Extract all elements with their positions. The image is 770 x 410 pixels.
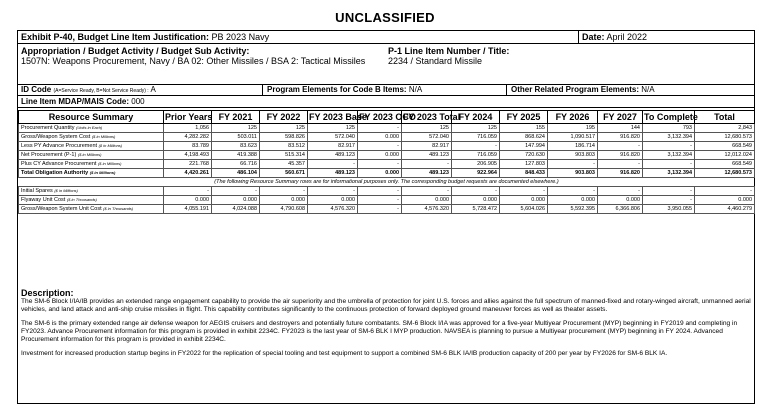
other-pe-cell bbox=[506, 85, 754, 95]
row-label: Gross/Weapon System Unit Cost bbox=[21, 206, 102, 212]
description-section bbox=[21, 289, 751, 364]
table-cell: 668.549 bbox=[695, 142, 755, 151]
table-cell: - bbox=[358, 160, 402, 169]
row-label: Procurement Quantity bbox=[21, 125, 75, 131]
table-cell: 5,604.026 bbox=[500, 205, 548, 214]
column-header: Total bbox=[695, 111, 755, 124]
other-pe-label: Other Related Program Elements: bbox=[511, 85, 640, 94]
table-cell: - bbox=[358, 196, 402, 205]
exhibit-header-row bbox=[18, 31, 754, 44]
row-unit: ($ in Millions) bbox=[89, 170, 116, 175]
table-cell: 3,950.055 bbox=[643, 205, 695, 214]
mdap-value: 000 bbox=[131, 97, 145, 106]
table-cell: 489.123 bbox=[402, 169, 452, 178]
row-label-cell bbox=[19, 160, 164, 169]
row-unit: ($ in Millions) bbox=[97, 161, 122, 166]
row-unit: ($ in Millions) bbox=[98, 143, 123, 148]
appropriation-value: 1507N: Weapons Procurement, Navy / BA 02: Other Missiles / BSA 2: Tactical Missiles bbox=[21, 56, 366, 66]
table-cell: - bbox=[308, 160, 358, 169]
table-cell: 720.630 bbox=[500, 151, 548, 160]
description-paragraph: The SM-6 Block I/IA/IB provides an extended range engagement capability to provide the air superiority and the umbrella of protection for joint U.S. forces and allies against the full spectrum of manned-fixed and rotary-winged aircraft, unmanned aerial vehicles, and land attack and anti-ship cruise missiles in flight. This capability contributes significantly to the continuous protection of forward deployed ground maneuver forces as well as theater assets. bbox=[21, 298, 751, 313]
table-cell: 206.905 bbox=[452, 160, 500, 169]
row-label-cell bbox=[19, 196, 164, 205]
id-code-cell bbox=[21, 85, 261, 95]
table-cell: 127.803 bbox=[500, 160, 548, 169]
table-row bbox=[19, 169, 755, 178]
row-label: Less PY Advance Procurement bbox=[21, 143, 98, 149]
table-cell: 186.714 bbox=[548, 142, 598, 151]
table-cell: 83.512 bbox=[260, 142, 308, 151]
date-value: April 2022 bbox=[606, 32, 648, 42]
table-cell: 716.059 bbox=[452, 151, 500, 160]
column-header: To Complete bbox=[644, 112, 698, 122]
appropriation-label: Appropriation / Budget Activity / Budget Sub Activity: bbox=[21, 46, 250, 56]
table-cell: 125 bbox=[402, 124, 452, 133]
p40-exhibit bbox=[17, 30, 755, 404]
appropriation-cell bbox=[21, 44, 383, 84]
table-cell: 4,460.279 bbox=[695, 205, 755, 214]
table-cell: 125 bbox=[308, 124, 358, 133]
table-cell: 125 bbox=[260, 124, 308, 133]
resource-summary-body bbox=[19, 124, 755, 214]
id-code-row bbox=[18, 85, 754, 96]
table-cell: - bbox=[548, 160, 598, 169]
table-cell: 0.000 bbox=[260, 196, 308, 205]
row-label-cell bbox=[19, 169, 164, 178]
table-cell: 793 bbox=[643, 124, 695, 133]
description-heading: Description: bbox=[21, 288, 74, 298]
table-cell: 0.000 bbox=[308, 196, 358, 205]
table-cell: - bbox=[358, 142, 402, 151]
table-cell: 4,024.088 bbox=[212, 205, 260, 214]
table-cell: 125 bbox=[212, 124, 260, 133]
resource-summary-table bbox=[18, 110, 755, 214]
table-cell: 6,366.806 bbox=[598, 205, 643, 214]
table-cell: - bbox=[402, 187, 452, 196]
row-unit: ($ in Millions) bbox=[91, 134, 116, 139]
table-cell: 515.314 bbox=[260, 151, 308, 160]
table-cell: 572.040 bbox=[402, 133, 452, 142]
table-cell: - bbox=[500, 187, 548, 196]
table-cell: 4,420.261 bbox=[164, 169, 212, 178]
table-cell: 572.040 bbox=[308, 133, 358, 142]
table-cell: 12,012.024 bbox=[695, 151, 755, 160]
table-cell: 83.789 bbox=[164, 142, 212, 151]
id-code-value: A bbox=[150, 85, 156, 94]
table-cell: 5,592.395 bbox=[548, 205, 598, 214]
table-cell: 419.388 bbox=[212, 151, 260, 160]
column-header: FY 2027 bbox=[598, 111, 643, 124]
description-paragraph: Investment for increased production startup begins in FY2022 for the replication of special tooling and test equipment to support a combined SM-6 BLK IA/IB production capacity of 200 per year by FY2026 for SM-6 BLK IA. bbox=[21, 350, 668, 357]
table-cell: - bbox=[643, 160, 695, 169]
table-cell: - bbox=[643, 196, 695, 205]
row-label-cell bbox=[19, 124, 164, 133]
row-label: Flyaway Unit Cost bbox=[21, 197, 66, 203]
table-cell: - bbox=[358, 187, 402, 196]
table-cell: - bbox=[308, 187, 358, 196]
row-label-cell bbox=[19, 151, 164, 160]
table-cell: 0.000 bbox=[402, 196, 452, 205]
table-cell: 155 bbox=[500, 124, 548, 133]
row-label-cell bbox=[19, 205, 164, 214]
table-cell: - bbox=[598, 187, 643, 196]
p1-line-cell bbox=[385, 44, 754, 84]
row-label-cell bbox=[19, 133, 164, 142]
row-unit: (Units in Each) bbox=[76, 125, 103, 130]
table-row bbox=[19, 151, 755, 160]
table-cell: 848.433 bbox=[500, 169, 548, 178]
table-cell: 12,680.573 bbox=[695, 133, 755, 142]
resource-summary-header bbox=[19, 111, 755, 124]
table-cell: 4,282.282 bbox=[164, 133, 212, 142]
table-cell: 12,680.573 bbox=[695, 169, 755, 178]
table-row bbox=[19, 160, 755, 169]
mdap-label: Line Item MDAP/MAIS Code: bbox=[21, 97, 130, 106]
table-cell: - bbox=[358, 124, 402, 133]
row-label: Gross/Weapon System Cost bbox=[21, 134, 91, 140]
table-cell: 916.820 bbox=[598, 133, 643, 142]
table-cell: 82.917 bbox=[402, 142, 452, 151]
table-row bbox=[19, 205, 755, 214]
table-row bbox=[19, 133, 755, 142]
table-cell: - bbox=[402, 160, 452, 169]
table-cell: 4,576.320 bbox=[402, 205, 452, 214]
column-header: FY 2025 bbox=[500, 111, 548, 124]
table-cell: - bbox=[695, 187, 755, 196]
row-unit: ($ in Millions) bbox=[54, 188, 78, 193]
table-cell: 560.671 bbox=[260, 169, 308, 178]
table-cell: 5,728.472 bbox=[452, 205, 500, 214]
table-cell: 144 bbox=[598, 124, 643, 133]
code-b-pe-cell bbox=[262, 85, 506, 95]
row-label: Initial Spares bbox=[21, 188, 53, 194]
column-header: FY 2021 bbox=[212, 111, 260, 124]
appropriation-row bbox=[18, 44, 754, 85]
other-pe-value: N/A bbox=[641, 85, 655, 94]
table-cell: 916.820 bbox=[598, 151, 643, 160]
table-cell: 489.123 bbox=[308, 151, 358, 160]
table-cell: 0.000 bbox=[358, 169, 402, 178]
table-cell: 486.104 bbox=[212, 169, 260, 178]
table-cell: 0.000 bbox=[358, 133, 402, 142]
table-cell: 0.000 bbox=[695, 196, 755, 205]
exhibit-title bbox=[21, 31, 581, 43]
mdap-cell bbox=[21, 96, 421, 107]
id-code-note: (A=Service Ready, B=Not Service Ready) : bbox=[53, 88, 149, 94]
table-cell: 903.803 bbox=[548, 169, 598, 178]
informational-note: (The following Resource Summary rows are for informational purposes only. The corresponding budget requests are documented elsewhere.) bbox=[19, 178, 755, 187]
table-cell: 503.011 bbox=[212, 133, 260, 142]
table-cell: 598.826 bbox=[260, 133, 308, 142]
table-cell: 221.768 bbox=[164, 160, 212, 169]
table-cell: 668.549 bbox=[695, 160, 755, 169]
row-label: Total Obligation Authority bbox=[21, 170, 89, 176]
column-header: FY 2023 Base bbox=[309, 112, 367, 122]
table-cell: - bbox=[452, 187, 500, 196]
table-row bbox=[19, 196, 755, 205]
column-header: FY 2023 OCO bbox=[359, 112, 416, 122]
table-cell: - bbox=[548, 187, 598, 196]
table-cell: 66.716 bbox=[212, 160, 260, 169]
exhibit-label: Exhibit P-40, Budget Line Item Justification: bbox=[21, 32, 210, 42]
table-cell: 868.624 bbox=[500, 133, 548, 142]
code-b-pe-label: Program Elements for Code B Items: bbox=[267, 85, 407, 94]
table-cell: - bbox=[598, 142, 643, 151]
table-cell: 195 bbox=[548, 124, 598, 133]
table-cell: 3,132.394 bbox=[643, 151, 695, 160]
p1-line-value: 2234 / Standard Missile bbox=[388, 56, 483, 66]
row-label-cell bbox=[19, 187, 164, 196]
table-cell: 125 bbox=[452, 124, 500, 133]
table-cell: 45.357 bbox=[260, 160, 308, 169]
table-cell: - bbox=[164, 187, 212, 196]
table-cell: 0.000 bbox=[164, 196, 212, 205]
table-cell: - bbox=[452, 142, 500, 151]
table-cell: 0.000 bbox=[500, 196, 548, 205]
table-cell: - bbox=[358, 205, 402, 214]
table-cell: 3,132.394 bbox=[643, 133, 695, 142]
row-label: Net Procurement (P-1) bbox=[21, 152, 77, 158]
row-label-cell bbox=[19, 142, 164, 151]
table-cell: - bbox=[260, 187, 308, 196]
table-cell: 82.917 bbox=[308, 142, 358, 151]
column-header: FY 2022 bbox=[260, 111, 308, 124]
table-cell: 922.964 bbox=[452, 169, 500, 178]
resource-summary-title: Resource Summary bbox=[19, 111, 164, 124]
p1-line-label: P-1 Line Item Number / Title: bbox=[388, 46, 510, 56]
table-cell: 4,198.493 bbox=[164, 151, 212, 160]
table-cell: 903.803 bbox=[548, 151, 598, 160]
row-unit: ($ in Thousands) bbox=[66, 197, 97, 202]
table-cell: 147.994 bbox=[500, 142, 548, 151]
table-cell: 0.000 bbox=[548, 196, 598, 205]
column-header: FY 2024 bbox=[452, 111, 500, 124]
table-cell: 0.000 bbox=[358, 151, 402, 160]
code-b-pe-value: N/A bbox=[408, 85, 423, 94]
table-cell: - bbox=[598, 160, 643, 169]
row-label: Plus CY Advance Procurement bbox=[21, 161, 97, 167]
table-cell: 4,790.608 bbox=[260, 205, 308, 214]
table-cell: 716.059 bbox=[452, 133, 500, 142]
exhibit-date bbox=[578, 31, 754, 43]
table-cell: 1,056 bbox=[164, 124, 212, 133]
table-row bbox=[19, 187, 755, 196]
table-cell: 916.820 bbox=[598, 169, 643, 178]
table-cell: 3,132.394 bbox=[643, 169, 695, 178]
description-paragraph: The SM-6 is the primary extended range air defense weapon for AEGIS cruisers and destroyers and potentially future combatants. SM-6 Block I/IA was approved for a five-year Multiyear Procurement (MYP) beginning in FY2019 and completing in FY2023. Advance Procurement information for this program is provided in exhibit 2234C. FY2023 is the last year of SM-6 BLK I MYP production. NAVSEA is planning to pursue a Multiyear procurement (MYP) beginning in FY 2024. Advanced Procurement information for this program is provided in exhibit 2234C. bbox=[21, 320, 738, 343]
table-cell: 489.123 bbox=[308, 169, 358, 178]
table-cell: - bbox=[643, 142, 695, 151]
column-header: FY 2026 bbox=[548, 111, 598, 124]
exhibit-value: PB 2023 Navy bbox=[211, 32, 270, 42]
table-row bbox=[19, 124, 755, 133]
table-cell: 1,090.517 bbox=[548, 133, 598, 142]
date-label: Date: bbox=[582, 32, 605, 42]
row-unit: ($ in Thousands) bbox=[103, 206, 134, 211]
mdap-row bbox=[18, 96, 754, 108]
table-cell: - bbox=[212, 187, 260, 196]
table-cell: 4,576.320 bbox=[308, 205, 358, 214]
table-cell: 0.000 bbox=[452, 196, 500, 205]
column-header: FY 2023 Total bbox=[403, 112, 461, 122]
table-cell: 2,843 bbox=[695, 124, 755, 133]
column-header: Prior Years bbox=[165, 112, 213, 122]
table-cell: 489.123 bbox=[402, 151, 452, 160]
table-row bbox=[19, 142, 755, 151]
table-cell: 0.000 bbox=[598, 196, 643, 205]
informational-note-row bbox=[19, 178, 755, 187]
table-cell: 4,055.191 bbox=[164, 205, 212, 214]
id-code-label: ID Code bbox=[21, 85, 52, 94]
classification-banner: UNCLASSIFIED bbox=[335, 10, 435, 25]
table-cell: 83.623 bbox=[212, 142, 260, 151]
table-cell: - bbox=[643, 187, 695, 196]
table-cell: 0.000 bbox=[212, 196, 260, 205]
row-unit: ($ in Millions) bbox=[77, 152, 102, 157]
